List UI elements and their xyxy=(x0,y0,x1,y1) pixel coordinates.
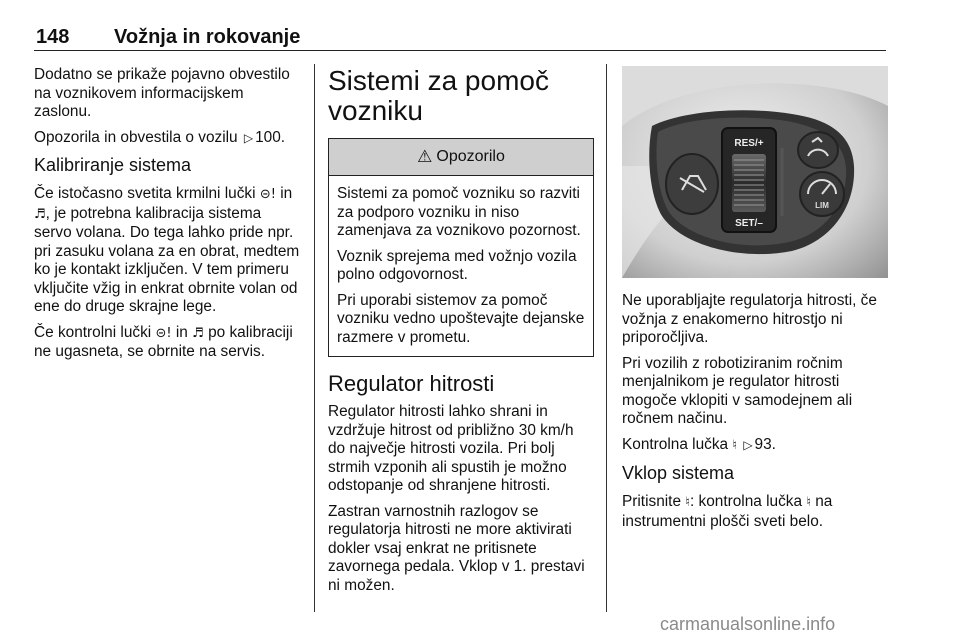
paragraph-cruise-range: Regulator hitrosti lahko shrani in vzdržuje hitrost od približno 30 km/h do največje hitrosti vozila. Pri bolj strmih vzponih ali spustih je možno odstopanje od shranjene hitrosti. xyxy=(328,403,574,494)
reference-arrow-icon: ▷ xyxy=(243,130,254,145)
steering-wheel-controls-photo xyxy=(622,66,888,278)
warnings-ref-page[interactable]: 100. xyxy=(255,128,286,146)
column-left xyxy=(34,66,302,369)
paragraph-robotized: Pri vozilih z robotiziranim ročnim menjalnikom je regulator hitrosti mogoče vklopiti v samodejnem ali ročnem načinu. xyxy=(622,354,853,427)
paragraph-popup: Dodatno se prikaže pojavno obvestilo na voznikovem informacijskem zaslonu. xyxy=(34,66,290,120)
cruise-control-icon: ♮ xyxy=(685,495,690,510)
steering-calibration-icon: ♬ xyxy=(192,325,204,341)
calibration-text-a: Če istočasno svetita krmilni lučki xyxy=(34,185,256,202)
heading-activation: Vklop sistema xyxy=(622,463,735,483)
warning-label: Opozorilo xyxy=(436,148,505,165)
activation-text-c: na instrumentni plošči sveti belo. xyxy=(622,493,833,530)
heading-cruise-control: Regulator hitrosti xyxy=(328,371,495,396)
calibration-text-b: in xyxy=(280,185,293,202)
indicator-ref-text: Kontrolna lučka xyxy=(622,435,729,453)
calibration-text-c: , je potrebna kalibracija sistema servo volana. Do tega lahko pride npr. pri zasuku volana za en obrat, medtem ko je kontakt izključen. V tem primeru vključite vžig in enkrat obrnite volan od ene do druge skrajne lege. xyxy=(34,204,300,315)
watermark: carmanualsonline.info xyxy=(660,614,836,634)
heading-calibration: Kalibriranje sistema xyxy=(34,155,192,175)
steering-wheel-warning-icon: ⊝! xyxy=(259,187,276,202)
indicator-ref-page[interactable]: 93. xyxy=(754,435,776,453)
service-text-c: po kalibraciji ne ugasneta, se obrnite na servis. xyxy=(34,323,293,360)
paragraph-cruise-safety: Zastran varnostnih razlogov se regulatorja hitrosti ne more aktivirati dokler vsaj enkrat ne pritisnete zavornega pedala. Vklop v 1. prestavi ni možen. xyxy=(328,502,585,594)
warning-paragraph-1: Sistemi za pomoč vozniku so razviti za podporo vozniku in niso zamenjava za voznikovo pozornost. xyxy=(337,185,581,239)
cruise-control-icon: ♮ xyxy=(806,495,811,510)
steering-wheel-warning-icon: ⊝! xyxy=(155,325,172,341)
warning-triangle-icon: ⚠ xyxy=(417,147,433,166)
warning-box xyxy=(328,138,594,357)
set-minus-label: SET/– xyxy=(735,218,763,229)
steering-calibration-icon: ♬ xyxy=(34,206,46,222)
lim-label: LIM xyxy=(815,201,829,210)
warnings-ref-text: Opozorila in obvestila o vozilu xyxy=(34,128,238,146)
column-divider-2 xyxy=(606,64,607,612)
activation-text-b: : kontrolna lučka xyxy=(689,493,803,510)
column-right xyxy=(622,66,888,538)
warning-paragraph-2: Voznik sprejema med vožnjo vozila polno odgovornost. xyxy=(337,247,577,283)
section-title: Sistemi za pomoč vozniku xyxy=(328,65,549,126)
service-text-b: in xyxy=(175,323,188,341)
res-plus-label: RES/+ xyxy=(734,138,764,149)
reference-arrow-icon: ▷ xyxy=(743,437,753,452)
warning-body xyxy=(329,176,593,356)
column-middle xyxy=(328,66,594,602)
paragraph-warnings-ref xyxy=(34,129,302,148)
column-divider-1 xyxy=(314,64,315,612)
page-number: 148 xyxy=(36,26,70,48)
page-header xyxy=(34,26,886,51)
cruise-control-icon: ♮ xyxy=(732,437,738,453)
warning-paragraph-3: Pri uporabi sistemov za pomoč vozniku vedno upoštevajte dejanske razmere v prometu. xyxy=(337,291,585,346)
paragraph-activation xyxy=(622,493,888,531)
paragraph-not-recommended: Ne uporabljajte regulatorja hitrosti, če vožnja z enakomerno hitrostjo ni priporočljiva. xyxy=(622,292,877,346)
paragraph-indicator-ref xyxy=(622,436,888,456)
paragraph-calibration xyxy=(34,185,302,317)
warning-header xyxy=(329,139,593,176)
chapter-title: Vožnja in rokovanje xyxy=(114,26,301,48)
paragraph-service xyxy=(34,324,302,362)
service-text-a: Če kontrolni lučki xyxy=(34,323,152,341)
activation-text-a: Pritisnite xyxy=(622,493,682,510)
